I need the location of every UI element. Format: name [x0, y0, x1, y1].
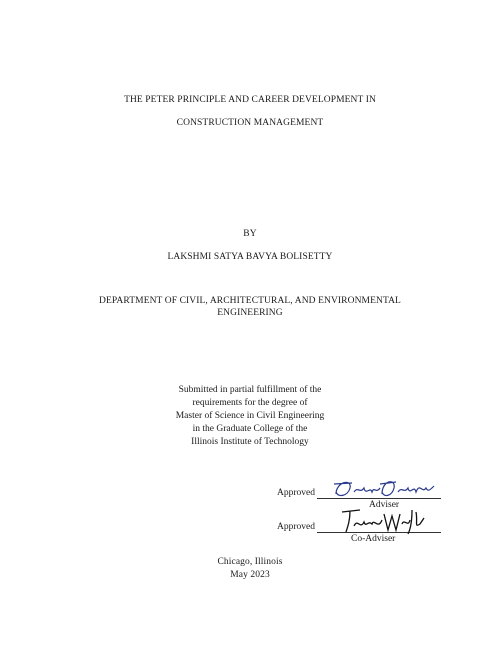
by-label: BY — [243, 229, 257, 239]
submission-line: Submitted in partial fulfillment of the — [178, 385, 322, 395]
thesis-title-line-2: CONSTRUCTION MANAGEMENT — [176, 118, 324, 128]
approved-label-co-adviser: Approved — [277, 522, 315, 532]
location: Chicago, Illinois — [217, 557, 283, 567]
author-name: LAKSHMI SATYA BAVYA BOLISETTY — [167, 252, 333, 262]
adviser-label: Adviser — [369, 500, 400, 510]
submission-statement — [0, 384, 500, 449]
submission-line: requirements for the degree of — [192, 398, 308, 408]
co-adviser-label: Co-Adviser — [351, 534, 396, 544]
approved-label-adviser: Approved — [277, 488, 315, 498]
submission-line: in the Graduate College of the — [192, 424, 308, 434]
co-adviser-signature — [338, 504, 428, 536]
department-line-2: ENGINEERING — [217, 308, 283, 318]
date: May 2023 — [230, 570, 270, 580]
department-line-1: DEPARTMENT OF CIVIL, ARCHITECTURAL, AND ENVIRONMENTAL — [99, 296, 401, 306]
submission-line: Master of Science in Civil Engineering — [175, 411, 325, 421]
submission-line: Illinois Institute of Technology — [191, 437, 309, 447]
thesis-title-line-1: THE PETER PRINCIPLE AND CAREER DEVELOPMENT IN — [124, 95, 376, 105]
